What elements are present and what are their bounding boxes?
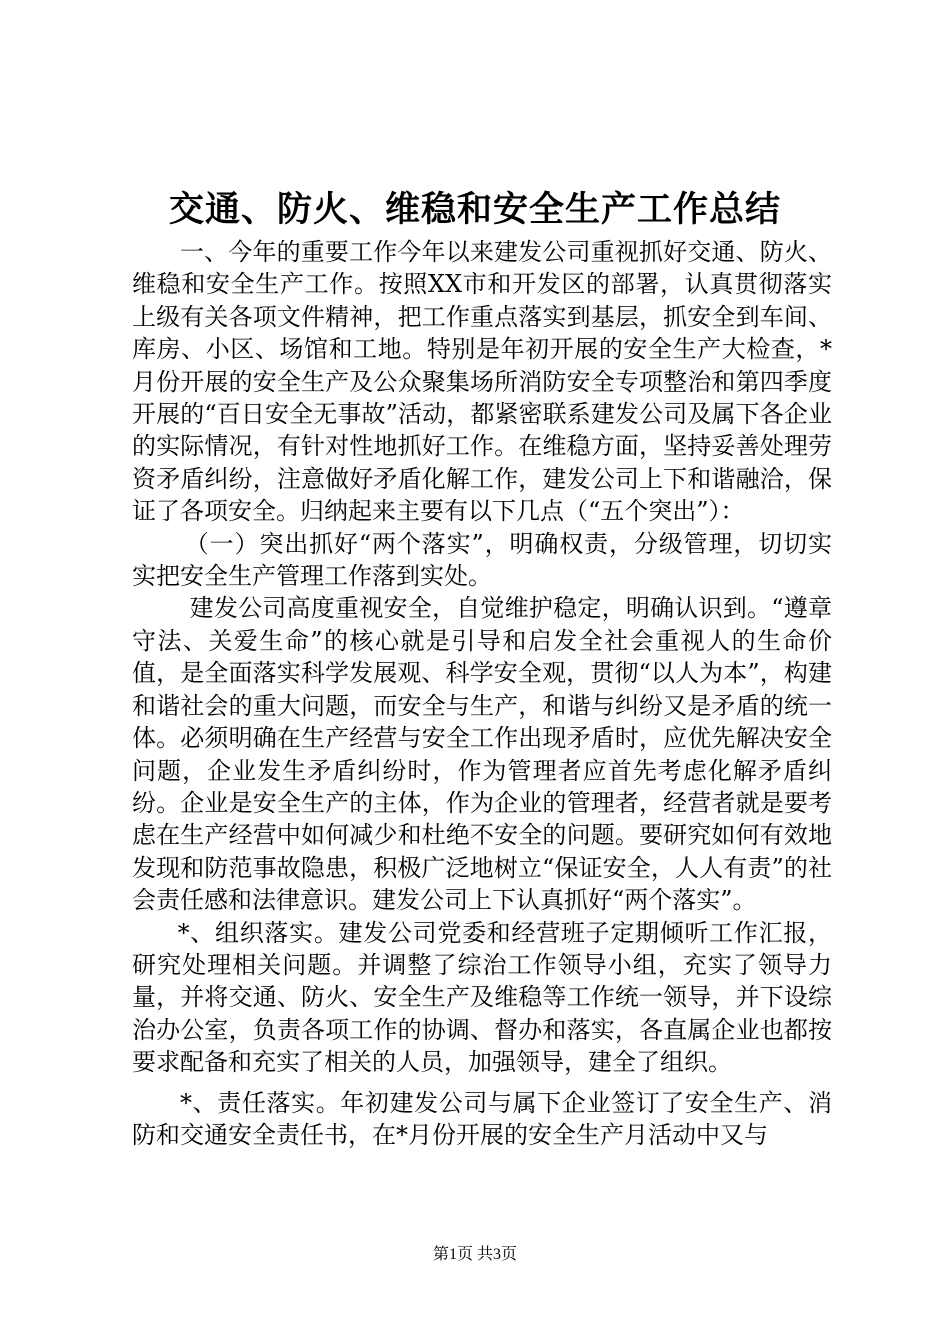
paragraph-safety-awareness: 建发公司高度重视安全，自觉维护稳定，明确认识到。“遵章守法、关爱生命”的核心就是引导和启发全社会重视人的生命价值，是全面落实科学发展观、科学安全观，贯彻“以人为本”，构建和谐社会的重大问题，而安全与生产，和谐与纠纷又是矛盾的统一体。必须明确在生产经营与安全工作出现矛盾时，应优先解决安全问题，企业发生矛盾纠纷时，作为管理者应首先考虑化解矛盾纠纷。企业是安全生产的主体，作为企业的管理者，经营者就是要考虑在生产经营中如何减少和杜绝不安全的问题。要研究如何有效地发现和防范事故隐患，积极广泛地树立“保证安全，人人有责”的社会责任感和法律意识。建发公司上下认真抓好“两个落实”。	[132, 594, 832, 915]
paragraph-responsibility: *、责任落实。年初建发公司与属下企业签订了安全生产、消防和交通安全责任书，在*月份开展的安全生产月活动中又与	[132, 1088, 832, 1149]
page-number-footer: 第1页 共3页	[432, 1246, 517, 1263]
paragraph-intro: 一、今年的重要工作今年以来建发公司重视抓好交通、防火、维稳和安全生产工作。按照XX市和开发区的部署，认真贯彻落实上级有关各项文件精神，把工作重点落实到基层，抓安全到车间、库房、小区、场馆和工地。特别是年初开展的安全生产大检查，*月份开展的安全生产及公众聚集场所消防安全专项整治和第四季度开展的“百日安全无事故”活动，都紧密联系建发公司及属下各企业的实际情况，有针对性地抓好工作。在维稳方面，坚持妥善处理劳资矛盾纠纷，注意做好矛盾化解工作，建发公司上下和谐融洽，保证了各项安全。归纳起来主要有以下几点（“五个突出”）：	[132, 238, 832, 526]
document-body	[132, 236, 832, 1151]
paragraph-organization: *、组织落实。建发公司党委和经营班子定期倾听工作汇报，研究处理相关问题。并调整了综治工作领导小组，充实了领导力量，并将交通、防火、安全生产及维稳等工作统一领导，并下设综治办公室，负责各项工作的协调、督办和落实，各直属企业也都按要求配备和充实了相关的人员，加强领导，建全了组织。	[132, 918, 832, 1077]
document-title: 交通、防火、维稳和安全生产工作总结	[168, 189, 781, 230]
paragraph-section-one-heading: （一）突出抓好“两个落实”，明确权责，分级管理，切切实实把安全生产管理工作落到实处。	[132, 529, 832, 591]
